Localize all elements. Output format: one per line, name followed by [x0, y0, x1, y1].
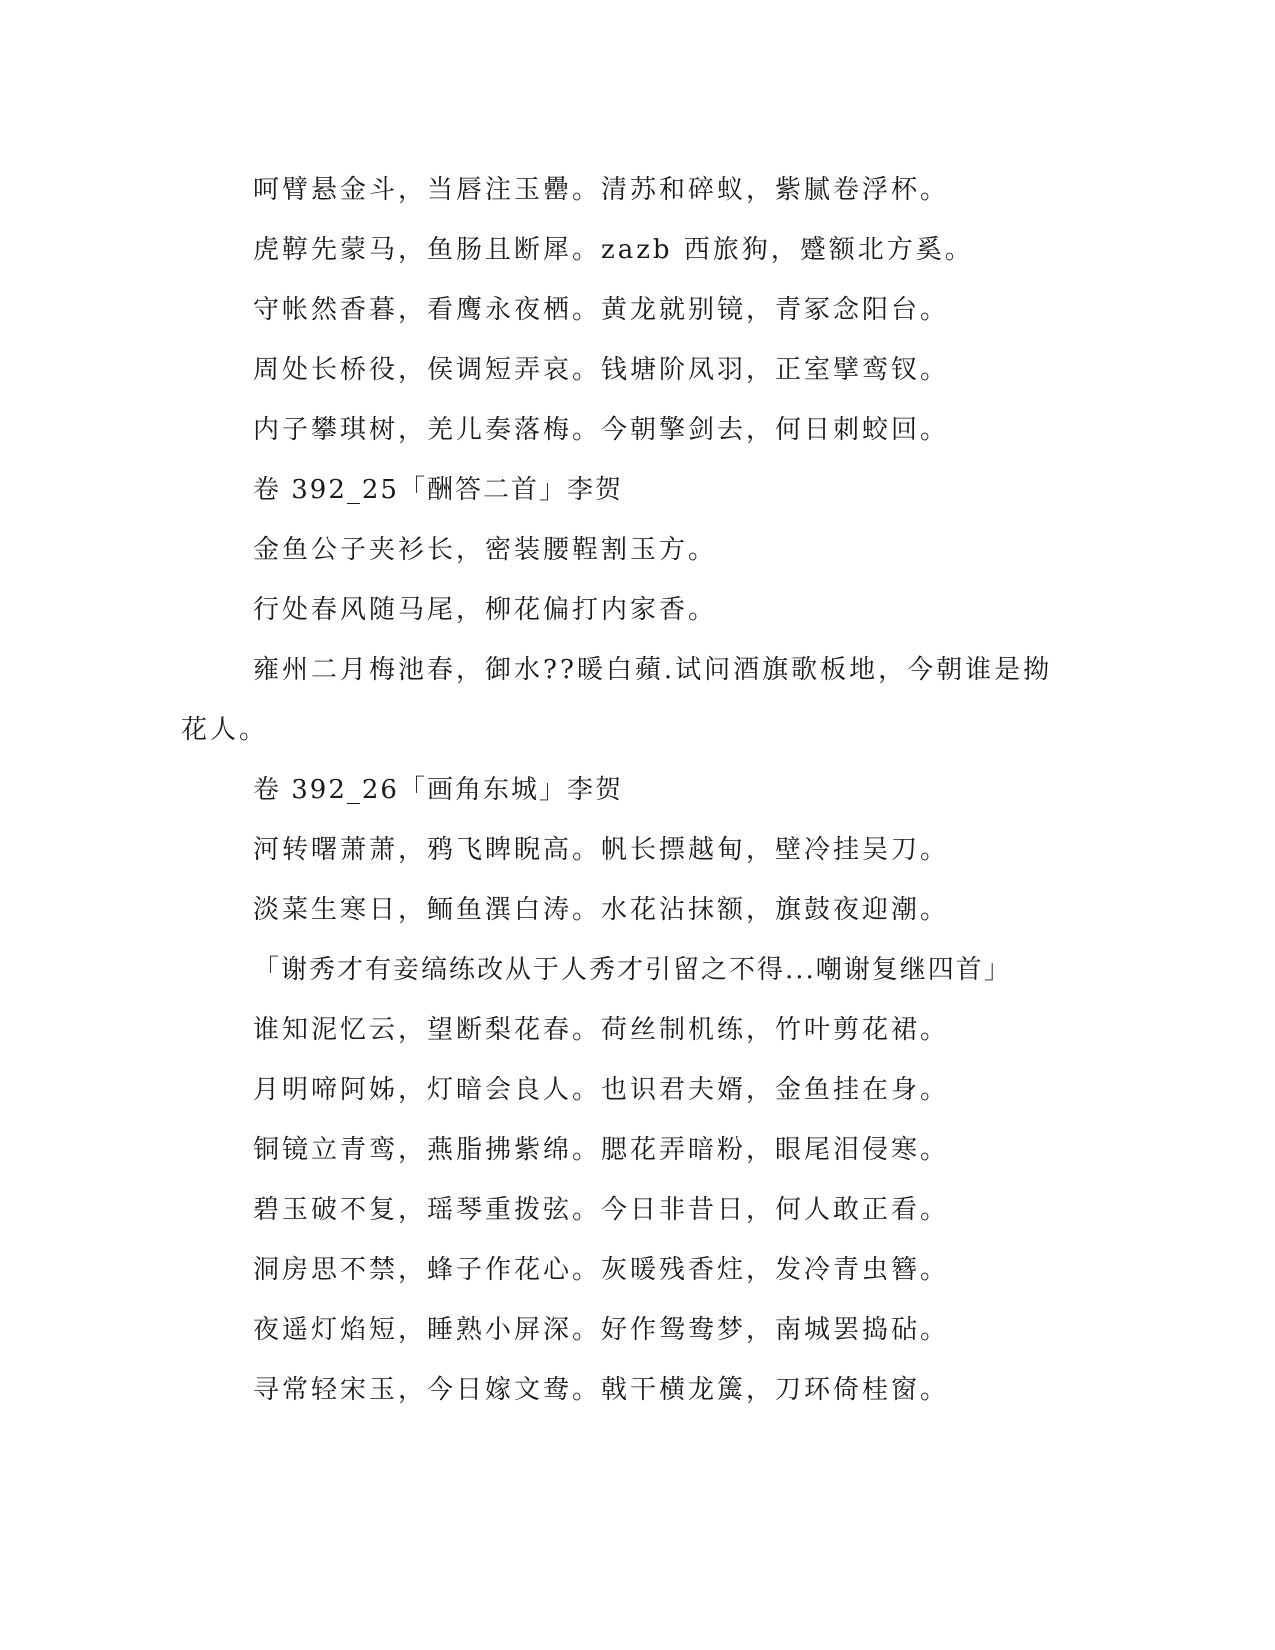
poem-line: 谁知泥忆云，望断梨花春。荷丝制机练，竹叶剪花裙。: [253, 1015, 950, 1045]
poem-line: 夜遥灯焰短，睡熟小屏深。好作鸳鸯梦，南城罢捣砧。: [253, 1315, 950, 1345]
section-heading: 卷 392_26「画角东城」李贺: [253, 775, 623, 805]
section-heading: 「谢秀才有妾缟练改从于人秀才引留之不得...嘲谢复继四首」: [253, 955, 1012, 985]
poem-line: 铜镜立青鸾，燕脂拂紫绵。腮花弄暗粉，眼尾泪侵寒。: [253, 1135, 950, 1165]
poem-line: 守帐然香暮，看鹰永夜栖。黄龙就别镜，青冢念阳台。: [253, 295, 950, 325]
poem-text-block: [181, 160, 1081, 1420]
poem-line: 内子攀琪树，羌儿奏落梅。今朝擎剑去，何日刺蛟回。: [253, 415, 950, 445]
poem-line: 呵臂悬金斗，当唇注玉罍。清苏和碎蚁，紫腻卷浮杯。: [253, 175, 950, 205]
poem-line: 洞房思不禁，蜂子作花心。灰暖残香炷，发冷青虫簪。: [253, 1255, 950, 1285]
section-heading: 卷 392_25「酬答二首」李贺: [253, 475, 623, 505]
poem-line: 淡菜生寒日，鲕鱼潠白涛。水花沾抹额，旗鼓夜迎潮。: [253, 895, 950, 925]
poem-line: 碧玉破不复，瑶琴重拨弦。今日非昔日，何人敢正看。: [253, 1195, 950, 1225]
poem-line: 河转曙萧萧，鸦飞睥睨高。帆长摽越甸，壁冷挂吴刀。: [253, 835, 950, 865]
poem-line: 寻常轻宋玉，今日嫁文鸯。戟干横龙簴，刀环倚桂窗。: [253, 1375, 950, 1405]
poem-line: 月明啼阿姊，灯暗会良人。也识君夫婿，金鱼挂在身。: [253, 1075, 950, 1105]
poem-line: 行处春风随马尾，柳花偏打内家香。: [253, 595, 718, 625]
poem-line-wrapped: 雍州二月梅池春，御水??暖白蘋.试问酒旗歌板地，今朝谁是拗花人。: [181, 655, 1053, 745]
poem-line: 金鱼公子夹衫长，密装腰鞓割玉方。: [253, 535, 718, 565]
poem-line: 虎鞟先蒙马，鱼肠且断犀。zazb 西旅狗，蹙额北方奚。: [253, 235, 974, 265]
poem-line: 周处长桥役，侯调短弄哀。钱塘阶凤羽，正室擘鸾钗。: [253, 355, 950, 385]
